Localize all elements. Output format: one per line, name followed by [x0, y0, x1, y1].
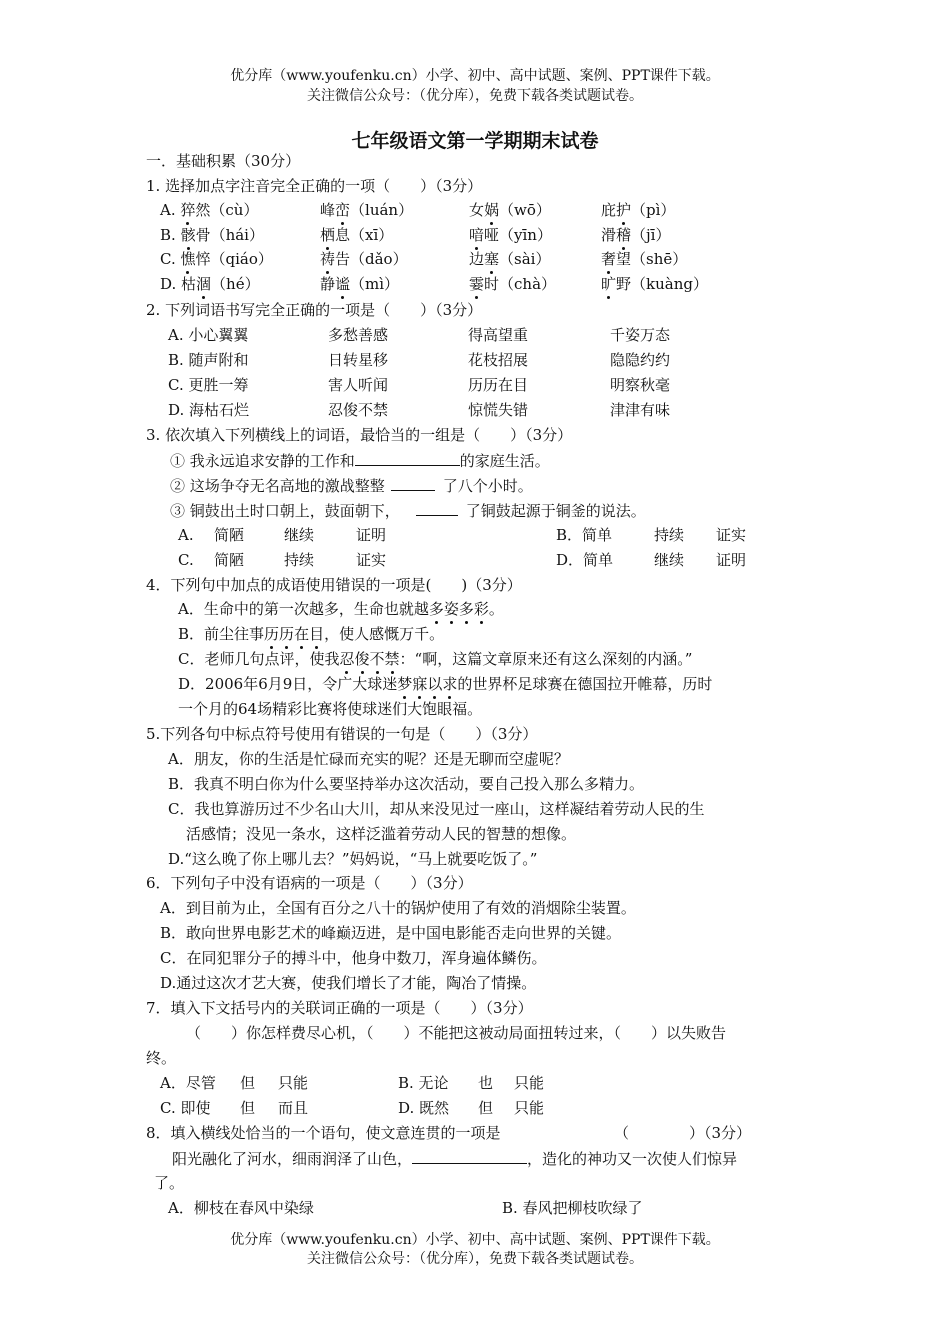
q4-stem: 4．下列句中加点的成语使用错误的一项是( )（3分） — [146, 576, 522, 594]
q3-option: 继续 — [284, 526, 315, 544]
q3-sentence-1: ① 我永远追求安静的工作和 的家庭生活。 — [170, 449, 550, 472]
q4-option-d: D．2006年6月9日，令广大球迷梦寐以求的世界杯足球赛在德国拉开帷幕，历时 — [178, 675, 713, 693]
q1-option: C. 憔悴（qiáo） — [160, 250, 273, 268]
q2-option: 津津有味 — [610, 401, 671, 419]
q2-option: 隐隐约约 — [610, 351, 671, 369]
q8-body: 阳光融化了河水，细雨润泽了山色， ，造化的神功又一次使人们惊异 — [172, 1147, 737, 1170]
q3-option: 简陋 — [214, 526, 245, 544]
q7-option: A．尽管 — [160, 1074, 216, 1092]
q1-option: 栖息（xī） — [320, 226, 394, 244]
q2-option: 忍俊不禁 — [328, 401, 389, 419]
q2-option: 害人听闻 — [328, 376, 389, 394]
q5-option-b: B．我真不明白你为什么要坚持举办这次活动，要自己投入那么多精力。 — [168, 775, 645, 793]
q2-option: 多愁善感 — [328, 326, 389, 344]
q5-option-d: D.“这么晚了你上哪儿去？”妈妈说，“马上就要吃饭了。” — [168, 850, 538, 868]
q2-option: A. 小心翼翼 — [168, 326, 249, 344]
q3-sentence-3: ③ 铜鼓出土时口朝上，鼓面朝下， 了铜鼓起源于铜釜的说法。 — [170, 499, 646, 522]
q3-option: 证明 — [356, 526, 387, 544]
q7-option: C. 即使 — [160, 1099, 211, 1117]
q1-stem: 1. 选择加点字注音完全正确的一项（ ）（3分） — [146, 177, 483, 195]
q6-option-a: A．到目前为止，全国有百分之八十的锅炉使用了有效的消烟除尘装置。 — [160, 899, 636, 917]
q6-stem: 6．下列句子中没有语病的一项是（ ）（3分） — [146, 874, 473, 892]
q7-option: B. 无论 — [398, 1074, 449, 1092]
q1-option: 女娲（wō） — [469, 201, 551, 219]
q1-option: D. 枯涸（hé） — [160, 275, 260, 293]
q3-option: D．简单 — [556, 551, 614, 569]
q6-option-d: D.通过这次才艺大赛，使我们增长了才能，陶冶了情操。 — [160, 974, 537, 992]
blank-line — [355, 449, 460, 466]
q1-option: 旷野（kuàng） — [601, 275, 708, 293]
footer-line-1: 优分库（www.youfenku.cn）小学、初中、高中试题、案例、PPT课件下载。 — [230, 1232, 720, 1248]
q7-stem: 7．填入下文括号内的关联词正确的一项是（ ）（3分） — [146, 999, 533, 1017]
section-heading: 一．基础积累（30分） — [146, 152, 301, 170]
q3-option: 证实 — [716, 526, 747, 544]
q1-option: 边塞（sài） — [469, 250, 551, 268]
q1-option: 奢望（shē） — [601, 250, 688, 268]
footer-line-2: 关注微信公众号：（优分库），免费下载各类试题试卷。 — [307, 1251, 643, 1267]
q2-option: 得高望重 — [468, 326, 529, 344]
q7-option: 也 — [478, 1074, 494, 1092]
q3-option: 证明 — [716, 551, 747, 569]
q1-option: 祷告（dǎo） — [320, 250, 408, 268]
q1-option: 霎时（chà） — [469, 275, 557, 293]
q4-option-c: C．老师几句点评，使我忍俊不禁：“啊，这篇文章原来还有这么深刻的内涵。” — [178, 650, 693, 668]
blank-line — [412, 1147, 527, 1164]
q2-option: 日转星移 — [328, 351, 389, 369]
q8-body-cont: 了。 — [154, 1174, 185, 1192]
q3-option: C. — [178, 551, 194, 569]
q3-option: B．简单 — [556, 526, 613, 544]
q3-option: 持续 — [284, 551, 315, 569]
q7-option: D. 既然 — [398, 1099, 450, 1117]
q3-option: 继续 — [654, 551, 685, 569]
q7-option: 但 — [240, 1099, 256, 1117]
blank-line — [416, 499, 458, 516]
q3-stem: 3. 依次填入下列横线上的词语，最恰当的一组是（ ）（3分） — [146, 426, 573, 444]
q6-option-c: C．在同犯罪分子的搏斗中，他身中数刀，浑身遍体鳞伤。 — [160, 949, 547, 967]
q2-option: D. 海枯石烂 — [168, 401, 250, 419]
q5-option-c: C．我也算游历过不少名山大川，却从来没见过一座山，这样凝结着劳动人民的生 — [168, 800, 705, 818]
q8-option-a: A．柳枝在春风中染绿 — [168, 1199, 314, 1217]
header-line-1: 优分库（www.youfenku.cn）小学、初中、高中试题、案例、PPT课件下载。 — [230, 68, 720, 84]
q7-option: 只能 — [514, 1074, 545, 1092]
q5-option-c-cont: 活感情；没见一条水，这样泛滥着劳动人民的智慧的想像。 — [186, 825, 577, 843]
q1-option: 喑哑（yīn） — [469, 226, 552, 244]
q6-option-b: B．敢向世界电影艺术的峰巅迈进，是中国电影能否走向世界的关键。 — [160, 924, 622, 942]
q7-option: 只能 — [514, 1099, 545, 1117]
q7-option: 只能 — [278, 1074, 309, 1092]
q5-option-a: A．朋友，你的生活是忙碌而充实的呢？还是无聊而空虚呢？ — [168, 750, 569, 768]
q2-stem: 2. 下列词语书写完全正确的一项是（ ）（3分） — [146, 301, 483, 319]
q2-option: 惊慌失错 — [468, 401, 529, 419]
q8-stem: 8．填入横线处恰当的一个语句，使文意连贯的一项是 — [146, 1124, 501, 1142]
page-title: 七年级语文第一学期期末试卷 — [351, 130, 599, 152]
blank-line — [391, 474, 435, 491]
q3-option: 简陋 — [214, 551, 245, 569]
q1-option: A. 猝然（cù） — [160, 201, 259, 219]
q7-option: 但 — [240, 1074, 256, 1092]
q1-option: 静谧（mì） — [320, 275, 400, 293]
q2-option: 历历在目 — [468, 376, 529, 394]
q7-option: 而且 — [278, 1099, 309, 1117]
q3-sentence-2: ② 这场争夺无名高地的激战整整 了八个小时。 — [170, 474, 533, 497]
q1-option: B. 骸骨（hái） — [160, 226, 264, 244]
q4-option-a: A．生命中的第一次越多，生命也就越多姿多彩。 — [178, 600, 504, 618]
q8-option-b: B. 春风把柳枝吹绿了 — [502, 1199, 643, 1217]
q2-option: 明察秋毫 — [610, 376, 671, 394]
q7-body-cont: 终。 — [146, 1049, 177, 1067]
q1-option: 滑稽（jī） — [601, 226, 671, 244]
q3-option: 持续 — [654, 526, 685, 544]
q7-body: （ ）你怎样费尽心机，（ ）不能把这被动局面扭转过来，（ ）以失败告 — [186, 1024, 727, 1042]
q3-option: A. — [178, 526, 194, 544]
q5-stem: 5.下列各句中标点符号使用有错误的一句是（ ）（3分） — [146, 725, 538, 743]
q1-option: 峰峦（luán） — [320, 201, 414, 219]
q2-option: C. 更胜一筹 — [168, 376, 249, 394]
q2-option: 千姿万态 — [610, 326, 671, 344]
q2-option: B. 随声附和 — [168, 351, 249, 369]
q7-option: 但 — [478, 1099, 494, 1117]
q4-option-b: B．前尘往事历历在目，使人感慨万千。 — [178, 625, 445, 643]
q2-option: 花枝招展 — [468, 351, 529, 369]
q8-score: （ ）（3分） — [614, 1124, 752, 1142]
q1-option: 庇护（pì） — [601, 201, 676, 219]
q4-option-d-cont: 一个月的64场精彩比赛将使球迷们大饱眼福。 — [178, 700, 483, 718]
q3-option: 证实 — [356, 551, 387, 569]
header-line-2: 关注微信公众号：（优分库），免费下载各类试题试卷。 — [307, 88, 643, 104]
